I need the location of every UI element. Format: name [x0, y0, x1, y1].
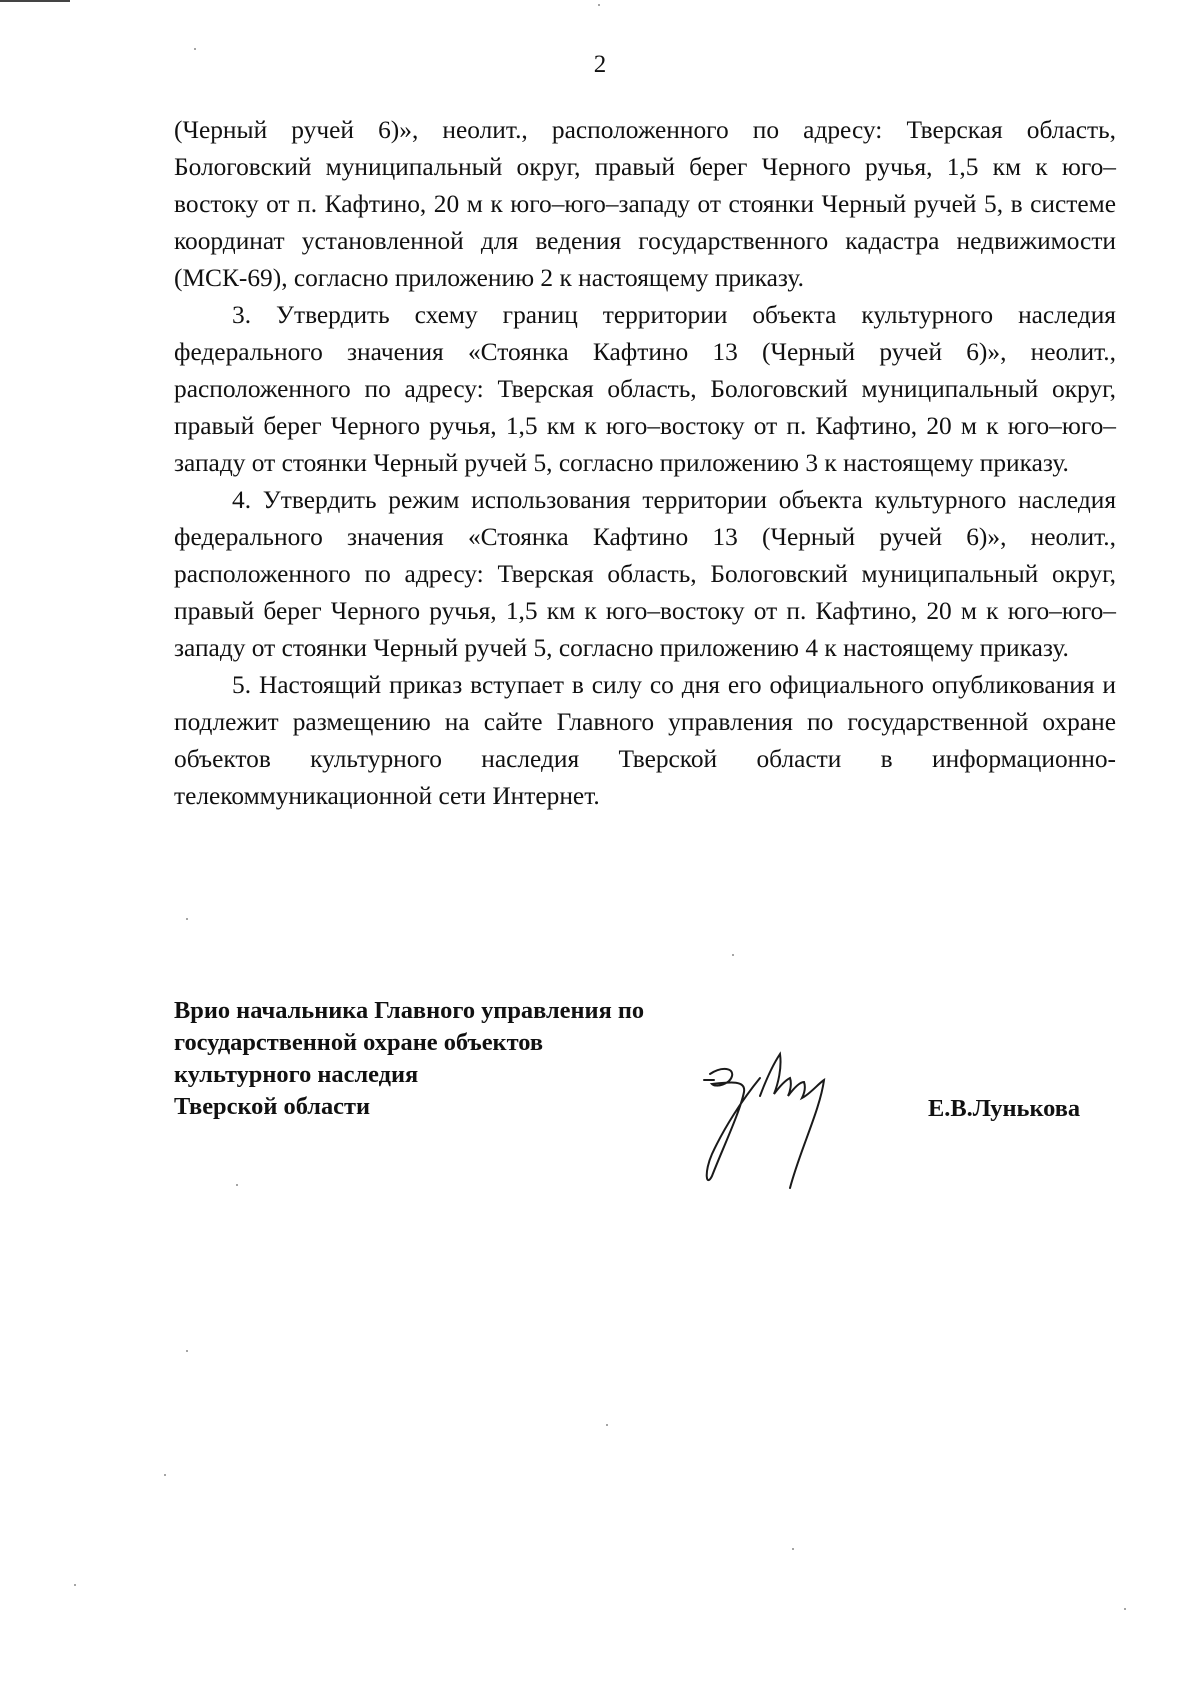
scan-speck	[74, 1584, 76, 1586]
paragraph-item-4: 4. Утвердить режим использования территории объекта культурного наследия федерального значения «Стоянка Кафтино 13 (Черный ручей 6)», неолит., расположенного по адресу: Тверская область, Бологовский муниципальный округ, правый берег Черного ручья, 1,5 км к юго–востоку от п. Кафтино, 20 м к юго–юго–западу от стоянки Черный ручей 5, согласно приложению 4 к настоящему приказу.	[174, 486, 1116, 662]
scan-speck	[164, 1474, 166, 1476]
paragraph-item-3: 3. Утвердить схему границ территории объекта культурного наследия федерального значения «Стоянка Кафтино 13 (Черный ручей 6)», неолит., расположенного по адресу: Тверская область, Бологовский муниципальный округ, правый берег Черного ручья, 1,5 км к юго–востоку от п. Кафтино, 20 м к юго–юго–западу от стоянки Черный ручей 5, согласно приложению 3 к настоящему приказу.	[174, 301, 1116, 477]
signatory-position	[174, 995, 774, 1123]
document-body	[174, 112, 1116, 815]
position-line: Тверской области	[174, 1093, 371, 1120]
paragraph-item-5: 5. Настоящий приказ вступает в силу со дня его официального опубликования и подлежит размещению на сайте Главного управления по государственной охране объектов культурного наследия Тверской области в информационно-телекоммуникационной сети Интернет.	[174, 671, 1116, 810]
page-number: 2	[593, 51, 607, 78]
scan-speck	[1124, 1608, 1126, 1610]
scan-speck	[732, 954, 734, 956]
handwritten-signature	[700, 1050, 880, 1190]
signer-name: Е.В.Лунькова	[928, 1095, 1081, 1122]
scan-speck	[186, 1350, 188, 1352]
scan-speck	[194, 48, 196, 50]
position-line: культурного наследия	[174, 1061, 419, 1088]
scan-speck	[598, 4, 600, 6]
paragraph-continuation: (Черный ручей 6)», неолит., расположенного по адресу: Тверская область, Бологовский муниципальный округ, правый берег Черного ручья, 1,5 км к юго–востоку от п. Кафтино, 20 м к юго–юго–западу от стоянки Черный ручей 5, в системе координат установленной для ведения государственного кадастра недвижимости (МСК-69), согласно приложению 2 к настоящему приказу.	[174, 116, 1116, 292]
scan-speck	[792, 1548, 794, 1550]
scan-speck	[606, 1424, 608, 1426]
scan-edge-line	[0, 0, 70, 2]
position-line: государственной охране объектов	[174, 1029, 544, 1056]
scan-speck	[236, 1184, 238, 1186]
position-line: Врио начальника Главного управления по	[174, 997, 645, 1024]
scan-speck	[186, 918, 188, 920]
